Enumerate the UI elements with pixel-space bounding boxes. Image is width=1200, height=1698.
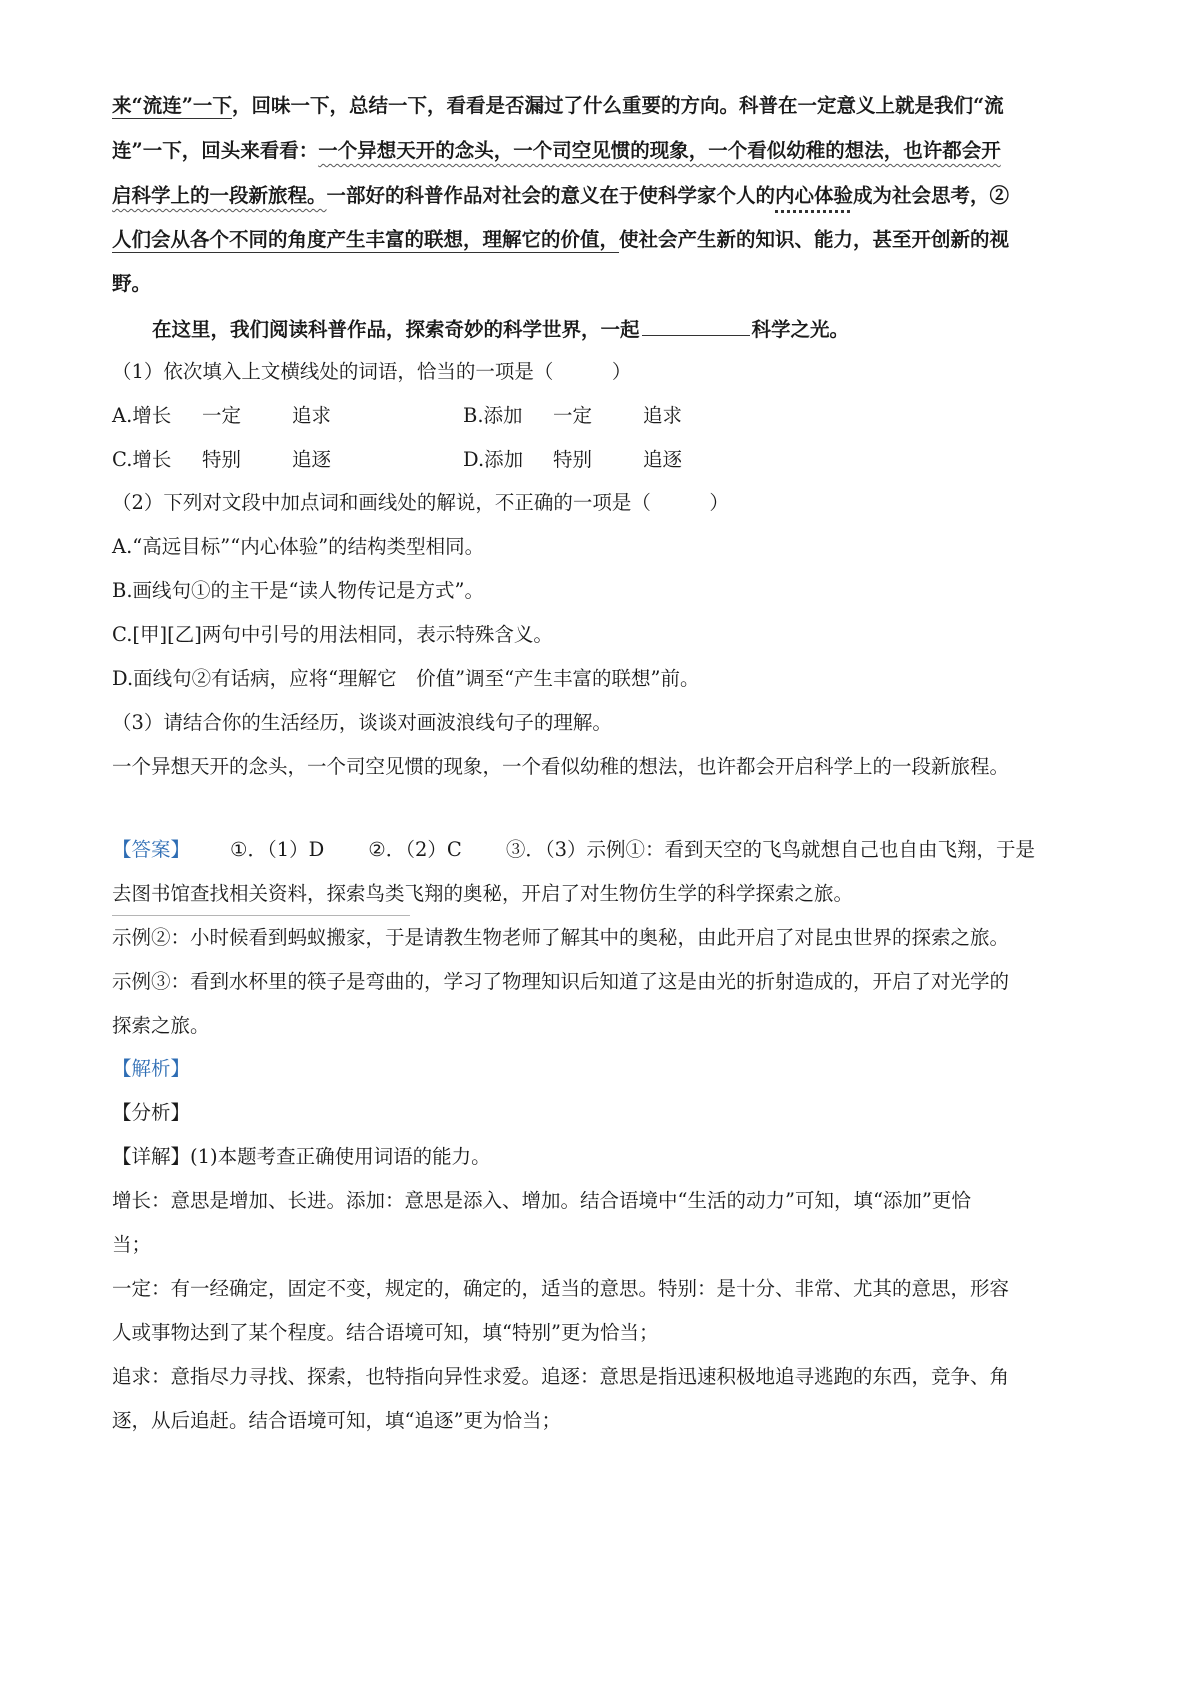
analysis-tag: 【解析】 [112, 1057, 191, 1080]
option-c: C.增长 特别 追逐 [112, 448, 332, 471]
question-2-option-a: A.“高远目标”“内心体验”的结构类型相同。 [112, 535, 485, 558]
passage-line-3: 启科学上的一段新旅程。一部好的科普作品对社会的意义在于使科学家个人的内心体验成为社会思考，② [112, 184, 1010, 207]
question-3-stem: （3）请结合你的生活经历，谈谈对画波浪线句子的理解。 [112, 711, 612, 734]
underlined-phrase: 来“流连”一下 [112, 94, 232, 117]
answer-line-1: 【答案】 ①．（1）D ②．（2）C ③．（3）示例①：看到天空的飞鸟就想自己也自由飞翔，于是 [112, 838, 1036, 861]
question-2-stem: （2）下列对文段中加点词和画线处的解说，不正确的一项是（ ） [112, 491, 729, 514]
answer-tag: 【答案】 [112, 838, 191, 861]
analysis-p2: 一定：有一经确定，固定不变，规定的，确定的，适当的意思。特别：是十分、非常、尤其的意思，形容 [112, 1277, 1010, 1300]
analysis-p3b: 逐，从后追赶。结合语境可知，填“追逐”更为恰当； [112, 1409, 561, 1432]
option-d: D.添加 特别 追逐 [463, 448, 683, 471]
passage-line-1: 来“流连”一下，回味一下，总结一下，看看是否漏过了什么重要的方向。科普在一定意义上就是我们“流 [112, 94, 1004, 117]
passage-line-6: 在这里，我们阅读科普作品，探索奇妙的科学世界，一起 科学之光。 [152, 315, 1110, 344]
answer-line-5: 探索之旅。 [112, 1014, 210, 1037]
analysis-p3: 追求：意指尽力寻找、探索，也特指向异性求爱。追逐：意思是指迅速积极地追寻逃跑的东西，竞争、角 [112, 1365, 1010, 1388]
question-2-option-c: C.[甲][乙]两句中引号的用法相同，表示特殊含义。 [112, 623, 553, 646]
analysis-p1: 增长：意思是增加、长进。添加：意思是添入、增加。结合语境中“生活的动力”可知，填“添加”更恰 [112, 1189, 971, 1212]
passage-line-2: 连”一下，回头来看看：一个异想天开的念头，一个司空见惯的现象，一个看似幼稚的想法，也许都会开 [112, 139, 1001, 162]
section-divider [112, 915, 410, 916]
fenxi-tag: 【分析】 [112, 1101, 191, 1124]
analysis-p2b: 人或事物达到了某个程度。结合语境可知，填“特别”更为恰当； [112, 1321, 659, 1344]
passage-line-4: 人们会从各个不同的角度产生丰富的联想，理解它的价值，使社会产生新的知识、能力，甚至开创新的视 [112, 228, 1010, 251]
underlined-sentence-2: 人们会从各个不同的角度产生丰富的联想，理解它的价值， [112, 228, 620, 251]
option-b: B.添加 一定 追求 [463, 404, 683, 427]
answer-line-3: 示例②：小时候看到蚂蚁搬家，于是请教生物老师了解其中的奥秘，由此开启了对昆虫世界的探索之旅。 [112, 926, 1010, 949]
option-a: A.增长 一定 追求 [112, 404, 332, 427]
fill-blank [642, 315, 750, 336]
question-1-options-row-1 [112, 402, 1110, 430]
answer-line-2: 去图书馆查找相关资料，探索鸟类飞翔的奥秘，开启了对生物仿生学的科学探索之旅。 [112, 882, 854, 905]
detail-tag: 【详解】 [112, 1145, 191, 1168]
passage-line-5: 野。 [112, 272, 152, 295]
wavy-sentence: 一个异想天开的念头，一个司空见惯的现象，一个看似幼稚的想法，也许都会开 [318, 139, 1001, 162]
analysis-p1b: 当； [112, 1233, 152, 1256]
detail-line: 【详解】(1)本题考查正确使用词语的能力。 [112, 1145, 491, 1168]
wavy-sentence-end: 启科学上的一段新旅程。 [112, 184, 327, 207]
question-1-options-row-2 [112, 446, 1110, 474]
question-3-quote: 一个异想天开的念头，一个司空见惯的现象，一个看似幼稚的想法，也许都会开启科学上的一段新旅程。 [112, 755, 1010, 778]
dotted-phrase: 内心体验 [775, 184, 854, 207]
question-2-option-d: D.面线句②有话病，应将“理解它 价值”调至“产生丰富的联想”前。 [112, 667, 700, 690]
question-1-stem: （1）依次填入上文横线处的词语，恰当的一项是（ ） [112, 360, 632, 383]
question-2-option-b: B.画线句①的主干是“读人物传记是方式”。 [112, 579, 484, 602]
answer-line-4: 示例③：看到水杯里的筷子是弯曲的，学习了物理知识后知道了这是由光的折射造成的，开启了对光学的 [112, 970, 1010, 993]
